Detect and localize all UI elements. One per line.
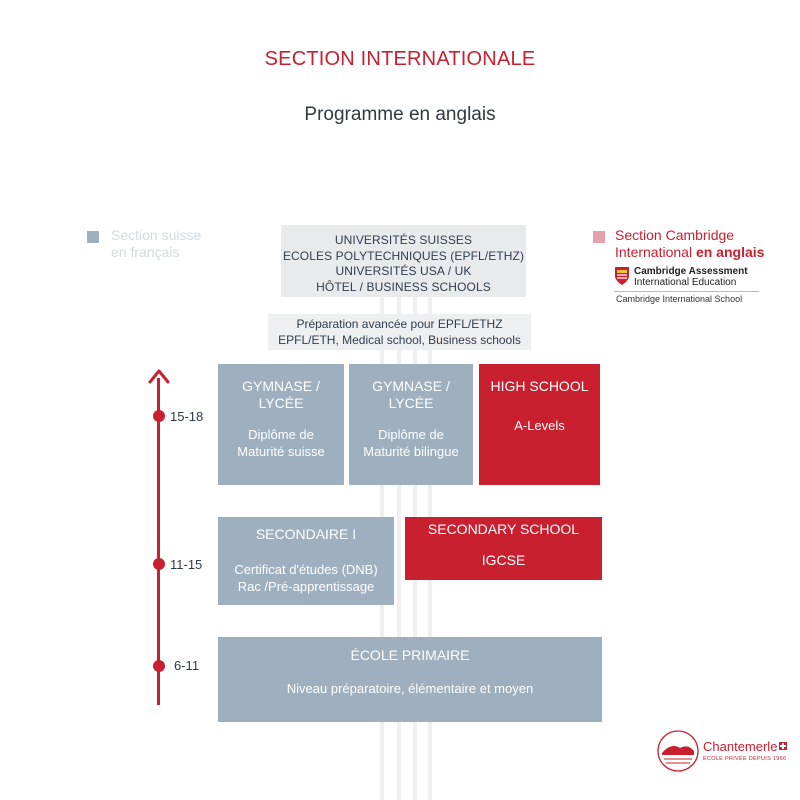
cambridge-name-line1: Cambridge Assessment bbox=[634, 266, 748, 277]
legend-cambridge bbox=[615, 227, 764, 261]
destinations-line3: UNIVERSITÉS USA / UK bbox=[335, 264, 472, 278]
page-title: SECTION INTERNATIONALE bbox=[264, 48, 536, 70]
secondary-school-sub: IGCSE bbox=[481, 552, 526, 568]
legend-cambridge-line2b: en anglais bbox=[695, 244, 765, 260]
chantemerle-logo-icon bbox=[656, 729, 700, 773]
destinations-line4: HÔTEL / BUSINESS SCHOOLS bbox=[316, 279, 491, 294]
gymnase-bilingual-sub1: Diplôme de bbox=[378, 427, 444, 442]
legend-swiss-line1: Section suisse bbox=[111, 227, 202, 243]
secondaire-sub1: Certificat d'études (DNB) bbox=[234, 562, 378, 577]
gymnase-swiss-title1: GYMNASE / bbox=[242, 378, 320, 394]
age-label-11-15: 11-15 bbox=[170, 557, 203, 572]
legend-swiss-swatch bbox=[87, 231, 99, 243]
preparation-line1: Préparation avancée pour EPFL/ETHZ bbox=[296, 317, 503, 331]
preparation-box bbox=[268, 314, 531, 350]
secondaire-sub2: Rac /Pré-apprentissage bbox=[237, 579, 375, 594]
legend-cambridge-line1: Section Cambridge bbox=[615, 227, 735, 243]
legend-cambridge-line2a: International bbox=[615, 244, 696, 260]
gymnase-bilingual-title2: LYCÉE bbox=[388, 395, 434, 411]
high-school-sub: A-Levels bbox=[514, 418, 565, 433]
cambridge-logo bbox=[614, 264, 764, 306]
legend-cambridge-swatch bbox=[593, 231, 605, 243]
timeline-dot-6-11 bbox=[153, 660, 165, 672]
gymnase-bilingual-sub2: Maturité bilingue bbox=[363, 444, 459, 459]
legend-cambridge-line2 bbox=[615, 244, 764, 261]
secondary-school-box bbox=[405, 517, 602, 580]
gymnase-bilingual-box bbox=[349, 364, 473, 485]
preparation-line2: EPFL/ETH, Medical school, Business schools bbox=[278, 332, 521, 347]
gymnase-swiss-sub1: Diplôme de bbox=[248, 427, 314, 442]
gymnase-bilingual-title1: GYMNASE / bbox=[372, 378, 450, 394]
timeline-arrow-icon bbox=[147, 368, 171, 384]
high-school-box bbox=[479, 364, 600, 485]
cambridge-school-label: Cambridge International School bbox=[616, 294, 743, 304]
ecole-primaire-title: ÉCOLE PRIMAIRE bbox=[350, 647, 470, 663]
age-label-15-18: 15-18 bbox=[170, 409, 204, 424]
cambridge-shield-icon bbox=[614, 266, 630, 286]
secondaire-title: SECONDAIRE I bbox=[255, 526, 357, 542]
chantemerle-name-text: Chantemerle bbox=[703, 739, 778, 754]
timeline-dot-15-18 bbox=[153, 410, 165, 422]
legend-swiss bbox=[111, 227, 201, 261]
cambridge-divider bbox=[614, 291, 759, 292]
destinations-box bbox=[281, 225, 526, 297]
chantemerle-name bbox=[703, 739, 787, 754]
gymnase-swiss-box bbox=[218, 364, 344, 485]
age-label-6-11: 6-11 bbox=[174, 658, 200, 673]
cambridge-name-line2: International Education bbox=[634, 277, 737, 288]
legend-swiss-line2: en français bbox=[111, 244, 180, 260]
page-subtitle: Programme en anglais bbox=[304, 104, 496, 125]
gymnase-swiss-title2: LYCÉE bbox=[258, 395, 304, 411]
chantemerle-tagline: ÉCOLE PRIVÉE DEPUIS 1966 bbox=[703, 756, 787, 762]
secondary-school-title: SECONDARY SCHOOL bbox=[427, 521, 580, 537]
high-school-title: HIGH SCHOOL bbox=[490, 378, 589, 394]
gymnase-swiss-sub2: Maturité suisse bbox=[237, 444, 325, 459]
destinations-line2: ECOLES POLYTECHNIQUES (EPFL/ETHZ) bbox=[282, 248, 525, 263]
ecole-primaire-box bbox=[218, 637, 602, 722]
swiss-cross-icon bbox=[779, 742, 787, 750]
secondaire-box bbox=[218, 517, 394, 605]
timeline-dot-11-15 bbox=[153, 558, 165, 570]
chantemerle-logo bbox=[656, 729, 796, 773]
destinations-line1: UNIVERSITÉS SUISSES bbox=[334, 233, 473, 247]
ecole-primaire-sub: Niveau préparatoire, élémentaire et moyen bbox=[286, 681, 534, 696]
timeline-axis bbox=[157, 378, 160, 705]
